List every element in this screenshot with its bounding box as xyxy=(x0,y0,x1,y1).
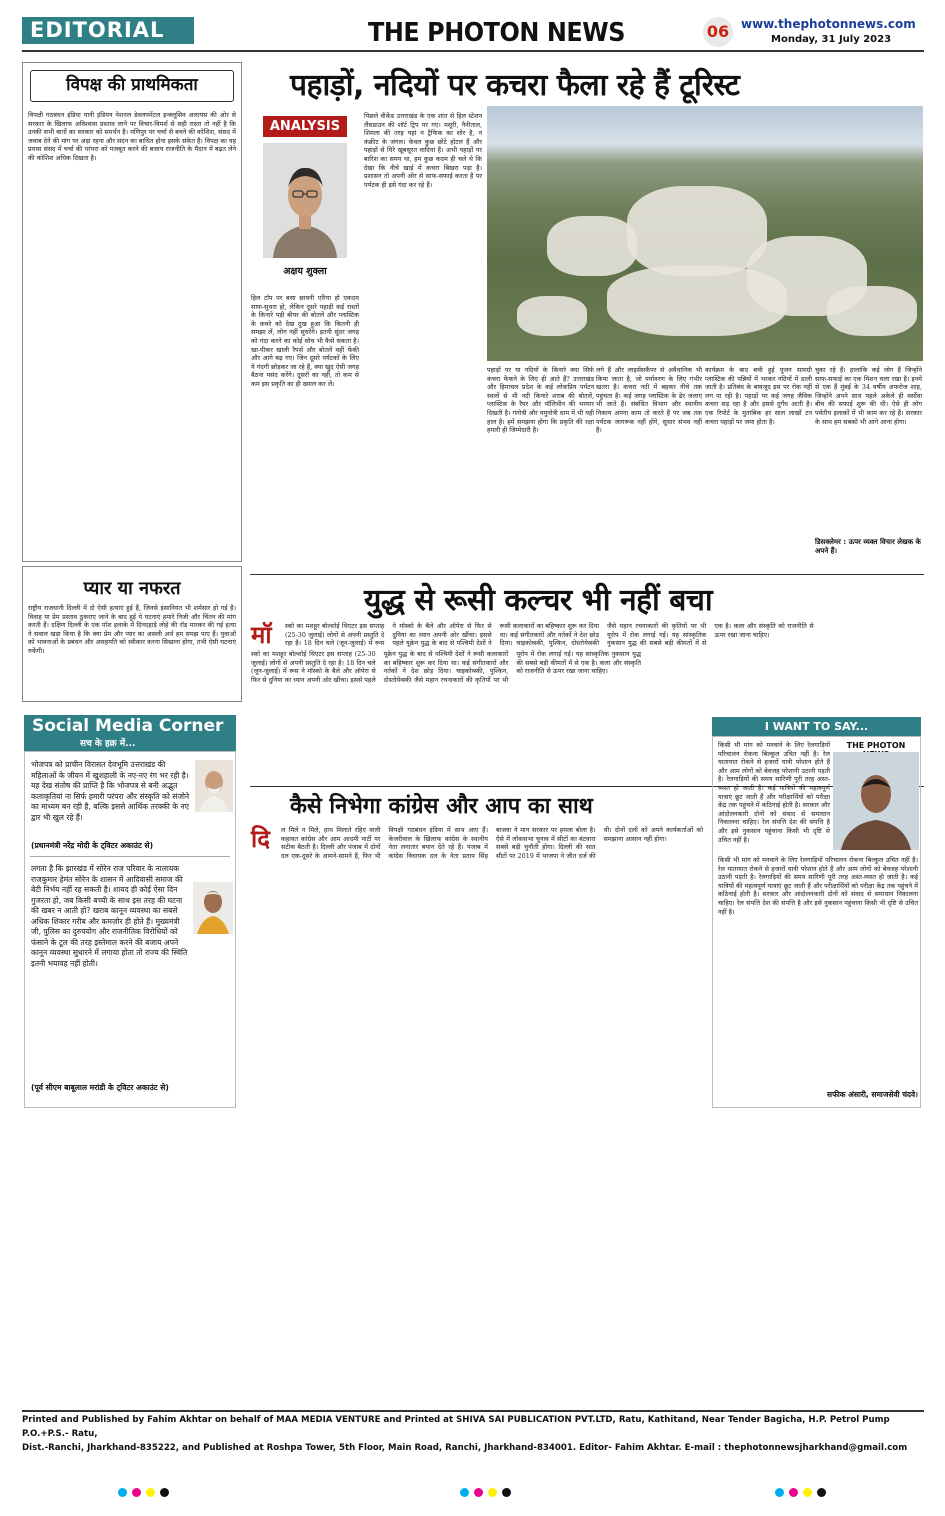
imprint-line1: Printed and Published by Fahim Akhtar on behalf of MAA MEDIA VENTURE and Printed at SHIVA SAI PUBLICATION PVT.LTD, Ratu, Kathitand, Near Tender Bagicha, H.P. Petrol Pump P.O.+P.S.- Ratu, xyxy=(22,1415,890,1439)
imprint-line2: Dist.-Ranchi, Jharkhand-835222, and Published at Roshpa Tower, 5th Floor, Main Road, Ranchi, Jharkhand-834001. Editor- Fahim Akhtar. E-mail : thephotonnewsjharkhand@gmail.com xyxy=(22,1443,908,1453)
registration-dot xyxy=(132,1488,141,1497)
analysis-col6: चुका रहे हैं। हालांकि कई लोग हैं जिन्होंने साफ-सफाई का एक मिशन चला रखा है। इनमें से एक हैं मुंबई के 34 वर्षीय अफरोज शाह, जिन्होंने अपने साथ पहले अकेले ही वर्सोवा बीच की सफाई शुरू की थी। ऐसे ही लोग पर्वतीय इलाकों में भी काम कर रहे हैं। सरकार के साथ हम सबको भी आगे आना होगा। xyxy=(815,366,922,426)
war-drop-cap: मॉ xyxy=(251,621,272,649)
section-label: EDITORIAL xyxy=(22,17,194,44)
registration-dot xyxy=(775,1488,784,1497)
social-media-subtitle: सच के हक़ में... xyxy=(80,739,136,749)
registration-dot xyxy=(146,1488,155,1497)
registration-dot xyxy=(817,1488,826,1497)
smc-post2-source: (पूर्व सीएम बाबूलाल मरांडी के ट्विटर अकाउंट से) xyxy=(31,1083,169,1092)
article2-title: प्यार या नफरत xyxy=(83,578,181,599)
analysis-col2: पिछले वीकेंड उत्तराखंड के एक शांत से हिल स्टेशन लैंसडाउन की शॉर्ट ट्रिप पर गए। मसूरी, नैनीताल, शिमला की तरह यहां न ट्रैफिक का शोर है, न कंक्रीट के जंगल। केवल कुछ छोटे होटल हैं और पहाड़ों से घिरे खूबसूरत वादियां हैं। अभी पहाड़ों पर बारिश का समय था, हम कुछ कदम ही चले थे कि देखा कि नीचे खाई में कचरा बिखरा पड़ा है। प्रशासन तो अपनी ओर से साफ-सफाई करता है पर पर्यटक ही इसे गंदा कर रहे हैं। xyxy=(364,112,482,189)
registration-dot xyxy=(474,1488,483,1497)
registration-dot xyxy=(160,1488,169,1497)
iwts-author: सफीक अंसारी, समाजसेवी चंदवे। xyxy=(827,1090,918,1099)
war-top-rule xyxy=(250,574,924,575)
iwts-logo: THE PHOTON xyxy=(846,741,906,750)
imprint xyxy=(22,1413,924,1455)
social-media-title: Social Media Corner xyxy=(24,715,236,751)
iwts-body-top: किसी भी मांग को मनवाने के लिए रेलगाड़ियों परिचालन रोकना बिल्कुल उचित नहीं है। रेल यातायात रोकने से हजारों यात्री परेशान होते हैं और आम लोगों को बेवजह परेशानी उठानी पड़ती है। रेलगाड़ियों की समय सारिणी पूरी तरह अस्त-व्यस्त हो जाती है। कई यात्रियों की महत्वपूर्ण यात्राएं छूट जाती हैं और परीक्षार्थियों को परीक्षा केंद्र तक पहुंचने में कठिनाई होती है। सरकार और आंदोलनकारी दोनों को संवाद से समाधान निकालना चाहिए। रेल संपत्ति देश की संपत्ति है और इसे नुकसान पहुंचाना किसी भी दृष्टि से उचित नहीं है। xyxy=(718,741,830,844)
analysis-headline: पहाड़ों, नदियों पर कचरा फैला रहे हैं टूरिस्ट xyxy=(290,68,740,103)
war-headline: युद्ध से रूसी कल्चर भी नहीं बचा xyxy=(364,583,713,618)
i-want-to-say-title: I WANT TO SAY... xyxy=(712,717,921,736)
iwts-body: किसी भी मांग को मनवाने के लिए रेलगाड़ियों परिचालन रोकना बिल्कुल उचित नहीं है। रेल यातायात रोकने से हजारों यात्री परेशान होते हैं और आम लोगों को बेवजह परेशानी उठानी पड़ती है। रेलगाड़ियों की समय सारिणी पूरी तरह अस्त-व्यस्त हो जाती है। कई यात्रियों की महत्वपूर्ण यात्राएं छूट जाती हैं और परीक्षार्थियों को परीक्षा केंद्र तक पहुंचने में कठिनाई होती है। सरकार और आंदोलनकारी दोनों को संवाद से समाधान निकालना चाहिए। रेल संपत्ति देश की संपत्ति है और इसे नुकसान पहुंचाना किसी भी दृष्टि से उचित नहीं है। xyxy=(718,856,918,916)
article2-body: राष्ट्रीय राजधानी दिल्ली में दो ऐसी हत्याएं हुई हैं, जिनसे इंसानियत भी शर्मसार हो गई है। विवाह या प्रेम प्रस्ताव ठुकराए जाने के बाद हुई ये घटनाएं हमारे निजी और चिंतन की मांग करती हैं। दक्षिण दिल्ली के एक पॉश इलाके में दिनदहाड़े लोहे की रॉड मारकर की गई हत्या ने सवाल खड़ा किया है कि क्या प्रेम और प्यार का असली अर्थ हम समझ पाए हैं। युवाओं को भावनाओं के प्रबंधन और असहमति को स्वीकार करना सिखाना होगा, तभी ऐसी घटनाएं रुकेंगी। xyxy=(28,604,236,655)
registration-dot xyxy=(502,1488,511,1497)
garbage-photo xyxy=(487,106,923,361)
registration-dot xyxy=(118,1488,127,1497)
modi-photo xyxy=(195,760,233,812)
analysis-col4: लगे हैं और लाइसेंसकैंपर से अवैधानिक भी किया जाता है, जो पर्यावरण के लिए गंभीर खतरा है। कचरा नदी में बहकर नीचे तक पहुंचता है। कई जगह प्लास्टिक के ढेर जलाए भी जाते हैं। संबंधित विभाग और स्थानीय निकाय अपना काम तो करते हैं पर जब तक पर्यटक जागरूक नहीं होंगे, सुधार संभव नहीं है। xyxy=(596,366,702,435)
smc-post1: भोजपत्र को प्राचीन विरासत देवभूमि उत्तराखंड की महिलाओं के जीवन में खुशहाली के नए-नए रंग भर रही है। यह देख संतोष की प्राप्ति है कि भोजपत्र से बनी अद्भुत कलाकृतियां ना सिर्फ हमारी परंपरा और संस्कृति को संजोने का माध्यम बन रही है, बल्कि इससे आर्थिक तरक्की के नए द्वार भी खुल रहे हैं। xyxy=(31,760,190,822)
page-number: 06 xyxy=(703,17,733,47)
congress-headline: कैसे निभेगा कांग्रेस और आप का साथ xyxy=(290,794,593,819)
smc-divider xyxy=(30,856,230,857)
header-rule xyxy=(22,50,924,52)
date: Monday, 31 July 2023 xyxy=(771,34,892,45)
congress-body: ल मिले न मिले, हाथ मिलाते रहिए वाली कहावत कांग्रेस और आम आदमी पार्टी पर सटीक बैठती है। दिल्ली और पंजाब में दोनों दल एक-दूसरे के आमने-सामने हैं, फिर भी विपक्षी गठबंधन इंडिया में साथ आए हैं। केजरीवाल के खिलाफ कांग्रेस के स्थानीय नेता लगातार बयान देते रहे हैं। पंजाब में कांग्रेस विधायक दल के नेता प्रताप सिंह बाजवा ने मान सरकार पर हमला बोला है। ऐसे में लोकसभा चुनाव में सीटों का बंटवारा सबसे बड़ी चुनौती होगा। दिल्ली की सात सीटों पर 2019 में भाजपा ने जीत दर्ज की थी। दोनों दलों को अपने कार्यकर्ताओं को समझाना आसान नहीं होगा। xyxy=(281,826,703,860)
registration-dot xyxy=(789,1488,798,1497)
marandi-photo xyxy=(193,882,233,934)
article1-title: विपक्ष की प्राथमिकता xyxy=(30,70,234,102)
website[interactable]: www.thephotonnews.com xyxy=(741,17,916,31)
war-lead: स्को का मशहूर बोल्शोई थिएटर इस सप्ताह (25-30 जुलाई) लोगों से अपनी प्रस्तुति दे रहा है। 18 दिन चले (जून-जुलाई) में रूस ने मॉस्को के बैले और ऑपेरा से फिर से दुनिया का ध्यान अपनी ओर खींचा। इससे पहले यूक्रेन युद्ध के बाद से पश्चिमी देशों ने रूसी कलाकारों का बहिष्कार शुरू कर दिया था। कई संगीतकारों और नर्तकों ने देश छोड़ दिया। चाइकोव्स्की, पुश्किन, दोस्तोयेव्स्की जैसे महान रचनाकारों की कृतियों पर भी यूरोप में रोक लगाई गई। यह सांस्कृतिक नुकसान युद्ध की सबसे बड़ी कीमतों में से एक है। कला और संस्कृति को राजनीति से ऊपर रखा जाना चाहिए। xyxy=(251,650,641,684)
iwts-photo xyxy=(833,752,919,850)
analysis-col5: कार्यक्रम के बाद बची हुई पूजन सामग्री प्लास्टिक की पन्नियों में भरकर नदियों में डाली जाती है। प्रतिबंध के बावजूद इस पर रोक नहीं लग पा रही है। पहाड़ों पर कई जगह जैविक कचरा सड़ रहा है और इससे दुर्गंध आती है। एक रिपोर्ट के मुताबिक हर साल लाखों टन कचरा पहाड़ों पर जमा होता है। xyxy=(705,366,812,426)
registration-dot xyxy=(460,1488,469,1497)
footer-rule xyxy=(22,1410,924,1412)
author-photo xyxy=(263,143,347,258)
disclaimer: डिसक्लेमर : ऊपर व्यक्त विचार लेखक के अपने हैं। xyxy=(815,538,921,555)
war-body: स्को का मशहूर बोल्शोई थिएटर इस सप्ताह (25-30 जुलाई) लोगों से अपनी प्रस्तुति दे रहा है। 18 दिन चले (जून-जुलाई) में रूस ने मॉस्को के बैले और ऑपेरा से फिर से दुनिया का ध्यान अपनी ओर खींचा। इससे पहले यूक्रेन युद्ध के बाद से पश्चिमी देशों ने रूसी कलाकारों का बहिष्कार शुरू कर दिया था। कई संगीतकारों और नर्तकों ने देश छोड़ दिया। चाइकोव्स्की, पुश्किन, दोस्तोयेव्स्की जैसे महान रचनाकारों की कृतियों पर भी यूरोप में रोक लगाई गई। यह सांस्कृतिक नुकसान युद्ध की सबसे बड़ी कीमतों में से एक है। कला और संस्कृति को राजनीति से ऊपर रखा जाना चाहिए। xyxy=(285,622,814,648)
smc-post2: लगता है कि झारखंड में सोरेन राज परिवार के नालायक राजकुमार हेमंत सोरेन के शासन में आदिवासी समाज की बेटी निर्भय नहीं रह सकती है। शायद ही कोई ऐसा दिन गुजरता हो, जब किसी बच्ची के साथ इस तरह की घटना की खबर न आती हो? खराब कानून व्यवस्था का सबसे अधिक शिकार गरीब और कमज़ोर ही होते हैं। मुख्यमंत्री जी, पुलिस का दुरुपयोग और राजनीतिक विरोधियों को फंसाने के टूल की तरह इस्तेमाल करने की बजाय अपने कानून व्यवस्था सुधारने में लगाया होता तो राज्य की स्थिति इतनी भयावह नहीं होती। xyxy=(31,864,188,968)
author-name: अक्षय शुक्ला xyxy=(283,266,327,277)
congress-drop-cap: दि xyxy=(251,825,270,853)
analysis-tag: ANALYSIS xyxy=(263,116,347,137)
article1-body: विपक्षी गठबंधन इंडिया यानी इंडियन नेशनल डेवलपमेंटल इन्क्लूसिव अलायंस की ओर से सरकार के खिलाफ अविश्वास प्रस्ताव लाने पर विचार-विमर्श से सही रास्ता तो नहीं है कि उनकी सभी बातों का सरकार को समर्थन है। मणिपुर पर चर्चा से बचने की कोशिश, संसद में जवाब देने की मांग पर अड़ा रहना और सदन का बाधित होना इसके संकेत हैं। विपक्ष का यह प्रयास संसद में चर्चा की परंपरा को मजबूत करने की बजाय राजनीति के मैदान में बढ़त लेने की कोशिश अधिक दिखता है। xyxy=(28,111,236,162)
smc-post1-source: (प्रधानमंत्री नरेंद्र मोदी के ट्विटर अकाउंट से) xyxy=(31,841,154,850)
analysis-col1: हिल टॉप पर बसा छावनी एरिया हो एकदम साफ-सुथरा हो, लेकिन दूसरे पहाड़ी कई रास्तों के किनारे पड़ी बीयर की बोतलें और प्लास्टिक के कचरे को देख दुख हुआ कि कितनी ही समझा लें, लोग नहीं सुधरेंगे। इतनी सुंदर जगह को गंदा करने का कोई सोच भी कैसे सकता है। खा-पीकर खाली रैपर्स और बोतलें वहीं फेंकी और आगे बढ़ गए। जिन दूसरे पर्यटकों के लिए ये गंदगी छोड़कर जा रहे हैं, क्या खुद ऐसी जगह बैठना पसंद करेंगे। दूसरों का नहीं, तो कम से कम इस प्रकृति का ही ख्याल कर लें। xyxy=(251,294,359,388)
registration-dot xyxy=(803,1488,812,1497)
masthead: THE PHOTON NEWS xyxy=(368,18,625,48)
analysis-col3: पहाड़ों पर या नदियों के किनारे क्या सिर्फ कचरा फेंकने के लिए ही आते हैं? उत्तराखंड और हिमाचल प्रदेश के कई लोकप्रिय पर्यटन स्थलों से भी नदी किनारे शराब की बोतलें, प्लास्टिक के रैपर और पॉलिथीन की भरमार दिखती है। गंगोत्री और यमुनोत्री धाम में भी यही हाल है। हमें समझना होगा कि प्रकृति की रक्षा हमारी ही जिम्मेदारी है। xyxy=(487,366,594,435)
registration-dot xyxy=(488,1488,497,1497)
